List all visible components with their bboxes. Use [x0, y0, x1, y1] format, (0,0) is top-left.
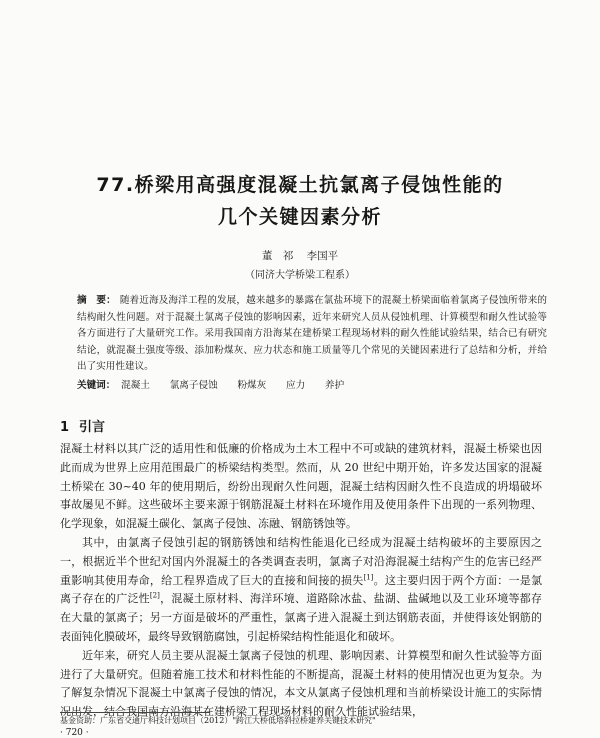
section-number: 1: [60, 420, 70, 435]
body-paragraph-2-cont: 。这主要归因于两个方面：一是氯离子存在的广泛性: [60, 573, 543, 606]
keywords-label: 关键词：: [77, 380, 116, 391]
section-title: 引言: [79, 420, 106, 435]
body-paragraph-2: [60, 534, 542, 647]
keyword: 粉煤灰: [237, 380, 267, 391]
section-heading: [60, 416, 105, 435]
abstract-label: 摘 要：: [77, 295, 116, 306]
keyword: 应力: [286, 380, 306, 391]
footnote-divider: [60, 712, 210, 713]
citation-ref: [2]: [149, 591, 160, 600]
citation-ref: [1]: [363, 572, 374, 581]
keyword: 混凝土: [121, 380, 150, 391]
funding-footnote: 基金资助：广东省交通厅科技计划项目（2012）"跨江大桥低塔斜拉桥建养关键技术研究": [60, 716, 376, 725]
paper-title-line-2: 几个关键因素分析: [217, 206, 382, 228]
abstract: [77, 293, 547, 376]
body-paragraph-2-end: ，混凝土原材料、海洋环境、道路除冰盐、盐湖、盐碱地以及工业环境等都存在大量的氯离子；另一方面是破坏的严重性，氯离子进入混凝土到达钢筋表面，并使得该处钢筋的表面钝化膜破坏，最终导致钢筋腐蚀，引起桥梁结构性能退化和破坏。: [60, 592, 542, 643]
abstract-text: 随着近海及海洋工程的发展，越来越多的暴露在氯盐环境下的混凝土桥梁面临着氯离子侵蚀所带来的结构耐久性问题。对于混凝土氯离子侵蚀的影响因素，近年来研究人员从侵蚀机理、计算模型和耐久性试验等各方面进行了大量研究工作。采用我国南方沿海某在建桥梁工程现场材料的耐久性能试验结果，结合已有研究结论，就混凝土强度等级、添加粉煤灰、应力状态和施工质量等几个常见的关键因素进行了总结和分析，并给出了实用性建议。: [77, 295, 547, 373]
paper-title-line-1: 77.桥梁用高强度混凝土抗氯离子侵蚀性能的: [96, 174, 504, 196]
author-affiliation: （同济大学桥梁工程系）: [245, 270, 355, 281]
body-text: [60, 440, 542, 722]
page-number: · 720 ·: [60, 728, 89, 738]
body-paragraph-1: 混凝土材料以其广泛的适用性和低廉的价格成为土木工程中不可或缺的建筑材料，混凝土桥梁也因此而成为世界上应用范围最广的桥梁结构类型。然而，从 20 世纪中期开始，许多发达国家的混凝土桥梁在 30~40 年的使用期后，纷纷出现耐久性问题，混凝土结构因耐久性不良造成的坍塌破坏事故屡见不鲜。这些破坏主要来源于钢筋混凝土材料在环境作用及使用条件下出现的一系列物理、化学现象，如混凝土碳化、氯离子侵蚀、冻融、钢筋锈蚀等。: [60, 442, 542, 531]
body-paragraph-2-text: 其中，由氯离子侵蚀引起的钢筋锈蚀和结构性能退化已经成为混凝土结构破坏的主要原因之一，根据近半个世纪对国内外混凝土的各类调查表明，氯离子对沿海混凝土结构产生的危害已经严重影响其使用寿命，给工程界造成了巨大的直接和间接的损失: [60, 535, 542, 587]
keyword: 养护: [325, 380, 345, 391]
body-paragraph-3: 近年来，研究人员主要从混凝土氯离子侵蚀的机理、影响因素、计算模型和耐久性试验等方面进行了大量研究。但随着施工技术和材料性能的不断提高，混凝土材料的使用情况也更为复杂。为了解复杂情况下混凝土中氯离子侵蚀的情况，本文从氯离子侵蚀机理和当前桥梁设计施工的实际情况出发，结合我国南方沿海某在建桥梁工程现场材料的耐久性能试验结果，: [60, 648, 542, 719]
author-name: 李国平: [306, 250, 339, 262]
author-name: 董 祁: [261, 250, 294, 262]
keywords: [77, 378, 547, 394]
keyword: 氯离子侵蚀: [169, 380, 218, 391]
author-list: [0, 248, 600, 263]
